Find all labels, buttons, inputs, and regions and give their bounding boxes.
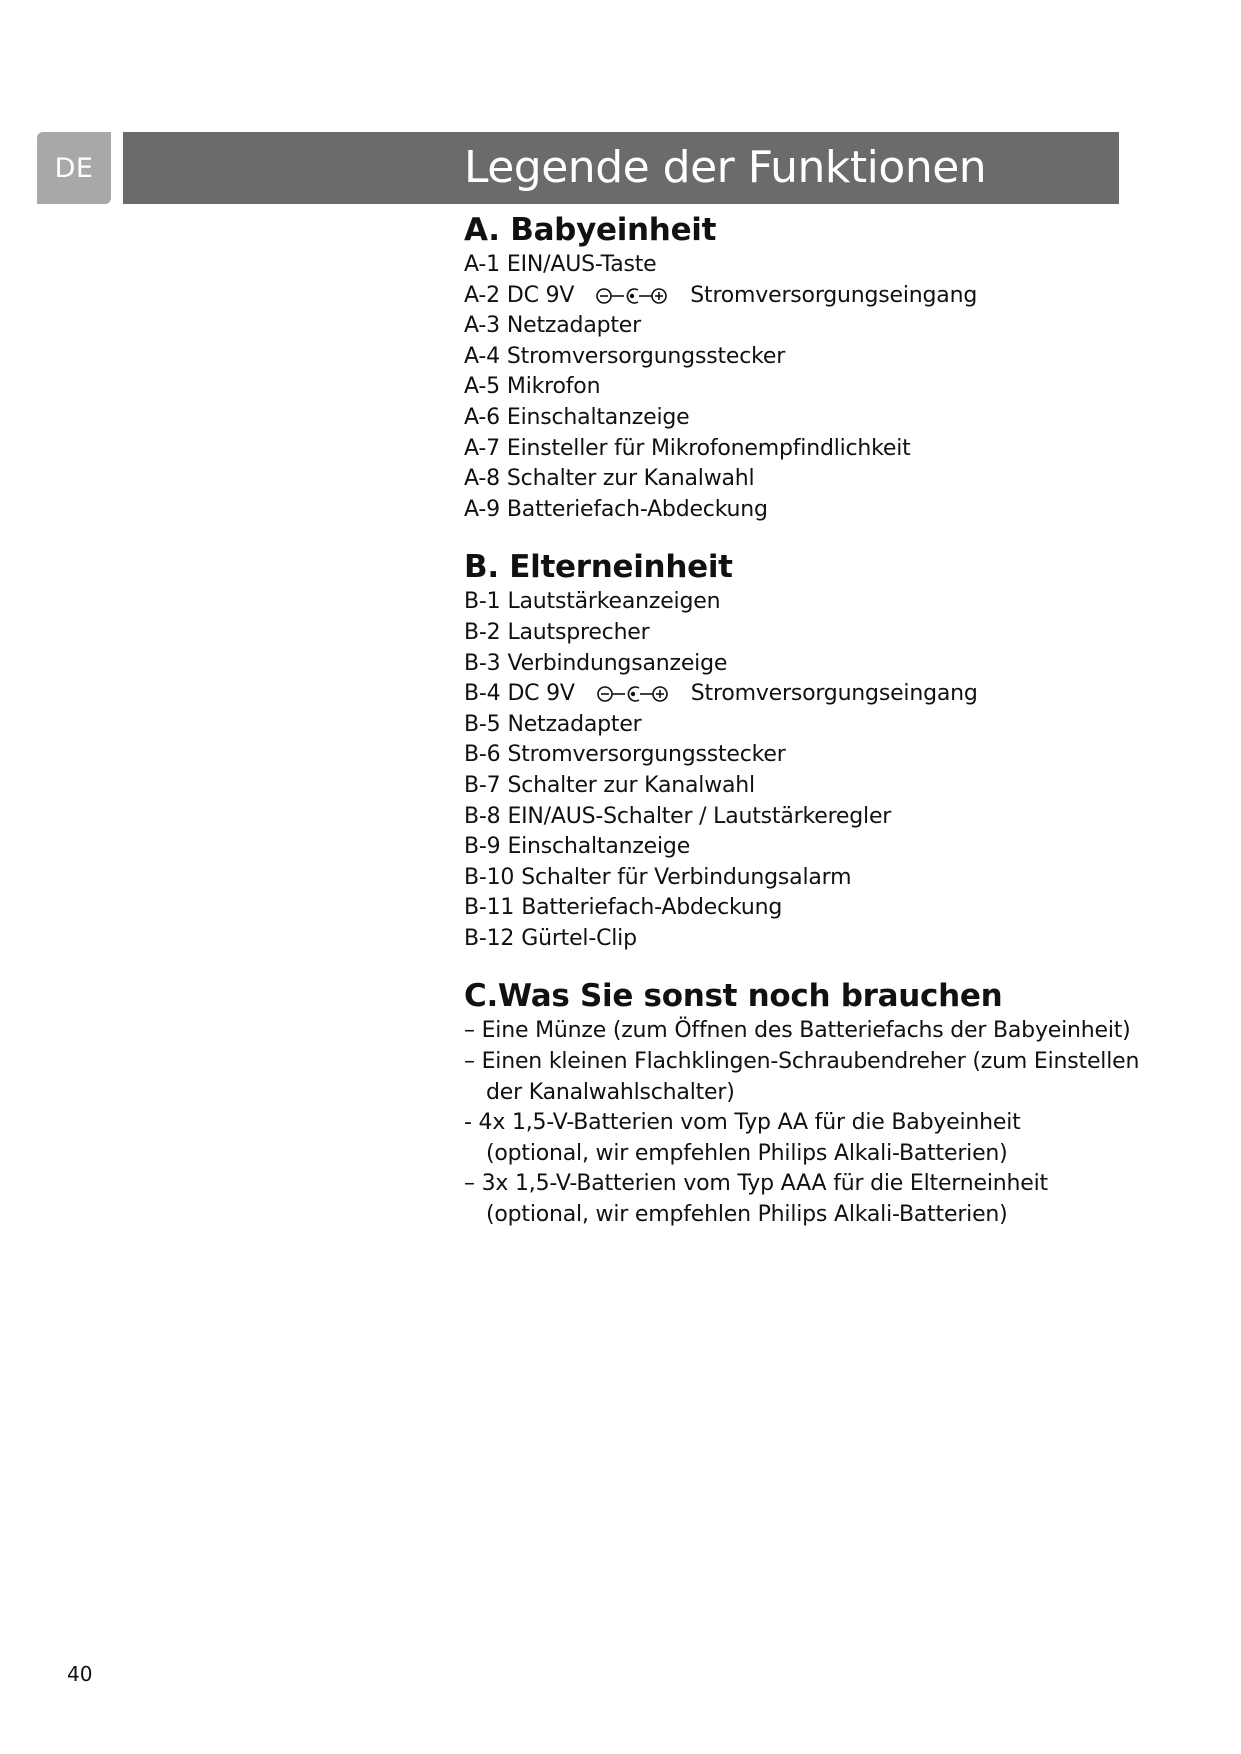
list-item	[464, 679, 1114, 710]
item-label: Netzadapter	[507, 711, 642, 737]
list-item	[464, 710, 1114, 741]
item-label: Einschaltanzeige	[506, 404, 690, 430]
list-item	[464, 832, 1114, 863]
item-code: A-8	[464, 466, 500, 492]
section-b	[464, 547, 1114, 954]
list-item	[464, 1169, 1114, 1230]
item-label: Einsteller für Mikrofonempfindlichkeit	[506, 435, 911, 461]
language-tab	[37, 132, 111, 204]
need-list	[464, 1016, 1140, 1230]
section-heading-a: A. Babyeinheit	[464, 212, 717, 248]
item-list-a	[464, 250, 1114, 525]
need-item-line: - 4x 1,5-V-Batterien vom Typ AA für die Babyeinheit	[464, 1110, 1021, 1136]
item-code: A-5	[464, 374, 500, 400]
list-item	[464, 1108, 1114, 1169]
item-code: A-1	[464, 252, 500, 277]
item-code: B-5	[464, 711, 501, 737]
item-list-b	[464, 587, 1114, 954]
list-item	[464, 403, 1114, 434]
item-code: A-9	[464, 496, 500, 522]
item-label: EIN/AUS-Taste	[506, 252, 657, 277]
list-item	[464, 863, 1114, 894]
list-item	[464, 281, 1114, 312]
list-item	[464, 342, 1114, 373]
page-title: Legende der Funktionen	[464, 142, 987, 193]
item-code: B-1	[464, 589, 501, 615]
item-code: A-3	[464, 313, 500, 339]
item-code: B-8	[464, 803, 501, 829]
item-label: Schalter für Verbindungsalarm	[521, 864, 852, 890]
section-heading-b: B. Elterneinheit	[464, 549, 733, 586]
list-item	[464, 924, 1114, 955]
list-item	[464, 311, 1114, 342]
item-label: Lautsprecher	[507, 619, 650, 645]
item-label: Lautstärkeanzeigen	[507, 589, 721, 615]
list-item	[464, 618, 1114, 649]
item-label: Stromversorgungsstecker	[506, 343, 786, 369]
content-column	[464, 210, 1140, 1253]
list-item	[464, 495, 1114, 526]
language-tab-label: DE	[54, 152, 94, 184]
need-item-line: (optional, wir empfehlen Philips Alkali-Batterien)	[486, 1202, 1008, 1228]
item-code: B-3	[464, 650, 501, 676]
item-label: Stromversorgungseingang	[690, 681, 978, 707]
item-prefix: DC 9V	[506, 282, 575, 308]
need-item-line: – Eine Münze (zum Öffnen des Batteriefachs der Babyeinheit)	[464, 1018, 1131, 1044]
item-label: Mikrofon	[506, 374, 601, 400]
item-label: EIN/AUS-Schalter / Lautstärkeregler	[507, 803, 892, 829]
item-label: Einschaltanzeige	[507, 834, 691, 860]
list-item	[464, 771, 1114, 802]
item-label: Gürtel-Clip	[521, 925, 637, 951]
item-code: A-4	[464, 343, 500, 369]
item-prefix: DC 9V	[507, 681, 575, 707]
list-item	[464, 372, 1114, 403]
item-code: B-2	[464, 619, 501, 645]
item-label: Batteriefach-Abdeckung	[506, 496, 768, 522]
item-label: Schalter zur Kanalwahl	[507, 772, 755, 798]
need-item-line: – 3x 1,5-V-Batterien vom Typ AAA für die Elterneinheit	[464, 1171, 1048, 1197]
item-label: Netzadapter	[506, 313, 641, 339]
dc-polarity-icon	[597, 684, 669, 704]
need-item-line: (optional, wir empfehlen Philips Alkali-Batterien)	[486, 1140, 1008, 1166]
item-label: Batteriefach-Abdeckung	[521, 895, 783, 921]
list-item	[464, 464, 1114, 495]
list-item	[464, 1047, 1140, 1108]
need-item-line: der Kanalwahlschalter)	[486, 1079, 735, 1105]
list-item	[464, 893, 1114, 924]
list-item	[464, 250, 1114, 281]
item-code: B-6	[464, 742, 501, 768]
item-code: A-6	[464, 404, 500, 430]
item-code: B-11	[464, 895, 515, 921]
list-item	[464, 802, 1114, 833]
page-number: 40	[67, 1662, 93, 1686]
section-a	[464, 210, 1114, 525]
title-bar	[123, 132, 1119, 204]
item-code: B-7	[464, 772, 501, 798]
section-c	[464, 976, 1140, 1230]
list-item	[464, 587, 1114, 618]
item-label: Schalter zur Kanalwahl	[506, 466, 755, 492]
item-label: Stromversorgungseingang	[690, 282, 978, 308]
item-code: A-7	[464, 435, 500, 461]
need-item-line: – Einen kleinen Flachklingen-Schraubendreher (zum Einstellen	[464, 1049, 1140, 1075]
section-heading-c: C.Was Sie sonst noch brauchen	[464, 978, 1003, 1015]
item-code: B-10	[464, 864, 515, 890]
item-label: Verbindungsanzeige	[507, 650, 728, 676]
dc-polarity-icon	[596, 286, 668, 306]
item-code: B-4	[464, 681, 501, 707]
item-code: A-2	[464, 282, 500, 308]
list-item	[464, 740, 1114, 771]
item-code: B-12	[464, 925, 515, 951]
item-code: B-9	[464, 834, 501, 860]
list-item	[464, 1016, 1131, 1047]
list-item	[464, 434, 1114, 465]
list-item	[464, 649, 1114, 680]
item-label: Stromversorgungsstecker	[507, 742, 786, 768]
